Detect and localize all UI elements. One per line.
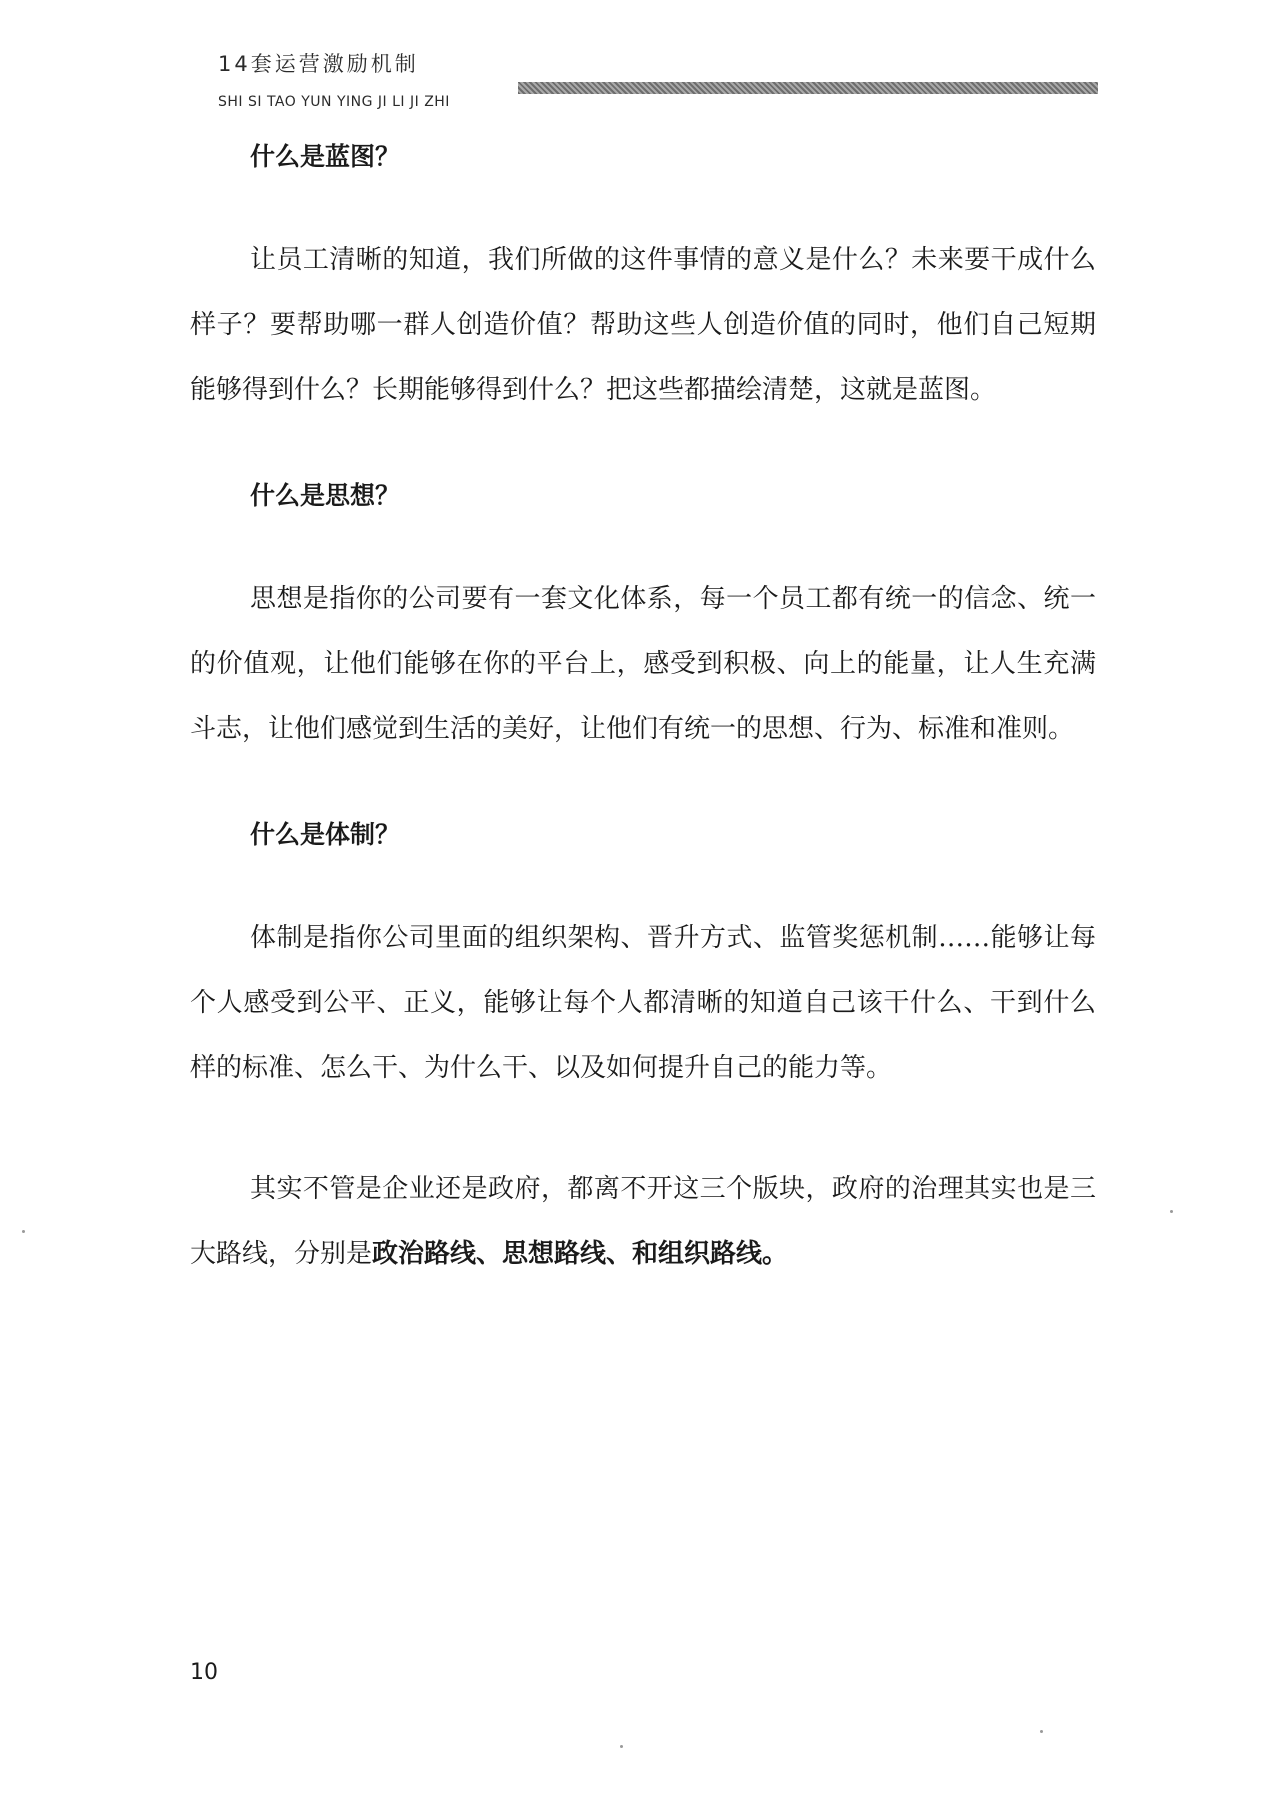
scan-speck [1170,1210,1173,1213]
heading-blueprint: 什么是蓝图？ [250,142,401,171]
running-header [218,48,1098,108]
paragraph-blueprint: 让员工清晰的知道，我们所做的这件事情的意义是什么？未来要干成什么样子？要帮助哪一群人创造价值？帮助这些人创造价值的同时，他们自己短期能够得到什么？长期能够得到什么？把这些都描绘清楚，这就是蓝图。 [190,245,1096,405]
header-rule-gap [218,82,518,94]
paragraph-thought: 思想是指你的公司要有一套文化体系，每一个员工都有统一的信念、统一的价值观，让他们能够在你的平台上，感受到积极、向上的能量，让人生充满斗志，让他们感觉到生活的美好，让他们有统一的思想、行为、标准和准则。 [190,584,1096,744]
scan-speck [22,1230,25,1233]
conclusion-emphasis: 政治路线、思想路线、和组织路线。 [372,1239,789,1269]
paragraph-system: 体制是指你公司里面的组织架构、晋升方式、监管奖惩机制……能够让每个人感受到公平、正义，能够让每个人都清晰的知道自己该干什么、干到什么样的标准、怎么干、为什么干、以及如何提升自己的能力等。 [190,923,1096,1083]
heading-system: 什么是体制？ [250,820,401,849]
page-content [190,140,1096,1287]
scan-speck [1040,1730,1043,1733]
header-title: 14套运营激励机制 [218,52,419,76]
heading-thought: 什么是思想？ [250,481,401,510]
paragraph-conclusion [190,1157,1096,1287]
scan-speck [620,1745,623,1748]
conclusion-text: 其实不管是企业还是政府，都离不开这三个版块，政府的治理其实也是三大路线，分别是 [190,1174,1096,1269]
header-pinyin: SHI SI TAO YUN YING JI LI JI ZHI [218,94,450,110]
page-number: 10 [190,1660,218,1685]
